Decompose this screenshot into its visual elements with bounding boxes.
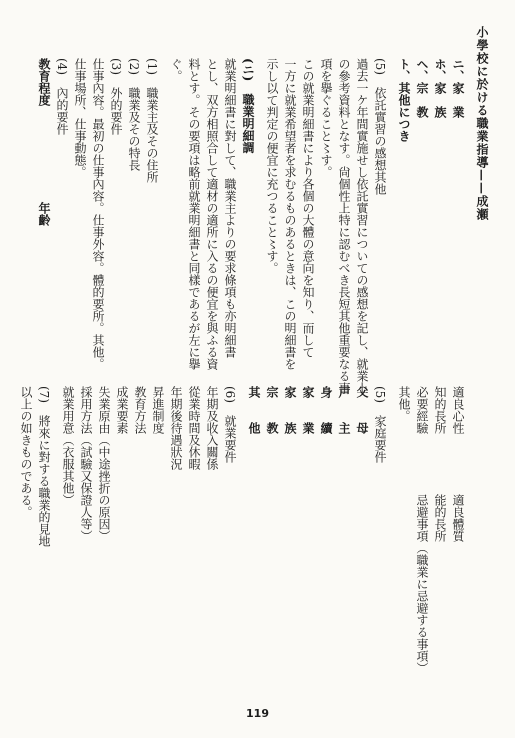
text-column: 就業用意（衣服其他） <box>61 386 75 506</box>
text-column: 教育方法 <box>133 386 147 434</box>
text-column: 成業要素 <box>115 386 129 434</box>
text-column: の參考資料となす。尙個性上特に認むべき長短其他重要なる事 <box>337 58 351 394</box>
text-column: 仕事場所、仕事動態。 <box>73 58 87 178</box>
text-column: (5) 依託實習の感想其他 <box>373 58 387 195</box>
text-column: 宗 教 <box>265 386 279 434</box>
text-column: ホ、家 族 <box>433 58 447 118</box>
text-column: 失業原由（中途挫折の原因） <box>97 386 111 542</box>
text-column: 採用方法（試驗又保證人等） <box>79 386 93 542</box>
text-column: 年期後待遇狀況 <box>169 386 183 470</box>
text-column: ト、其他につき <box>397 58 411 142</box>
text-column: 身 續 <box>319 386 333 434</box>
text-column: 其 他 <box>247 386 261 434</box>
running-header: 小學校に於ける職業指導——成瀬 <box>475 26 489 221</box>
text-column: とし、双方相照合して適材の適所に入るの便宜を與ふる資 <box>205 58 219 370</box>
text-column: 過去一ケ年間實施せし依託實習についての感想を記し、就業上 <box>355 58 369 394</box>
text-column: (7) 將來に對する職業的見地 <box>37 386 51 547</box>
text-column: 其他。 <box>397 386 411 422</box>
text-column: 從業時間及休暇 <box>187 386 201 470</box>
text-column: 適良心性 適良體質 <box>451 386 465 542</box>
text-column: ヘ、宗 教 <box>415 58 429 118</box>
text-column: 家 族 <box>283 386 297 434</box>
text-column: 料とす。その要項は略前就業明細書と同樣であるが左に擧 <box>187 58 201 370</box>
text-column: 父 母 <box>355 386 369 434</box>
text-column: 年期及收入關係 <box>205 386 219 470</box>
text-column: 示し以て判定の便宜に充つること〻す。 <box>265 58 279 274</box>
text-column: ぐ。 <box>169 58 183 82</box>
text-column: 項を擧ぐること〻す。 <box>319 58 333 178</box>
text-column: この就業明細書により各個の大體の意向を知り、而して <box>301 58 315 358</box>
text-column: (4) 內的要件 <box>55 58 69 135</box>
text-column: (1) 職業主及その住所 <box>145 58 159 183</box>
lower-text-block <box>19 386 467 706</box>
text-column: (3) 外的要件 <box>109 58 123 135</box>
text-column: (5) 家庭要件 <box>373 386 387 463</box>
text-column: 知的長所 能的長所 <box>433 386 447 542</box>
text-column: 仕事內容。最初の仕事內容。仕事外容。體的要所。其他。 <box>91 58 105 370</box>
text-column: 一方に就業希望者を求むるものあるときは、この明細書を <box>283 58 297 370</box>
text-column: 就業明細書に對して、職業主よりの要求條項も亦明細書 <box>223 58 237 358</box>
text-column: 家 業 <box>301 386 315 434</box>
text-column: 昇進制度 <box>151 386 165 434</box>
text-column: 以上の如きものである。 <box>19 386 33 518</box>
page-number: 119 <box>246 707 269 720</box>
upper-text-block <box>22 58 467 394</box>
text-column: (2) 職業及その特長 <box>127 58 141 171</box>
text-column: 教育程度 年齡 <box>37 58 51 226</box>
text-column: 必要經驗 忌避事項（職業に忌避する事項） <box>415 386 429 674</box>
text-column: ニ、家 業 <box>451 58 465 118</box>
text-column: 戸 主 <box>337 386 351 434</box>
section-heading: (ニ) 職業明細調 <box>241 58 255 154</box>
text-column: (6) 就業要件 <box>223 386 237 463</box>
